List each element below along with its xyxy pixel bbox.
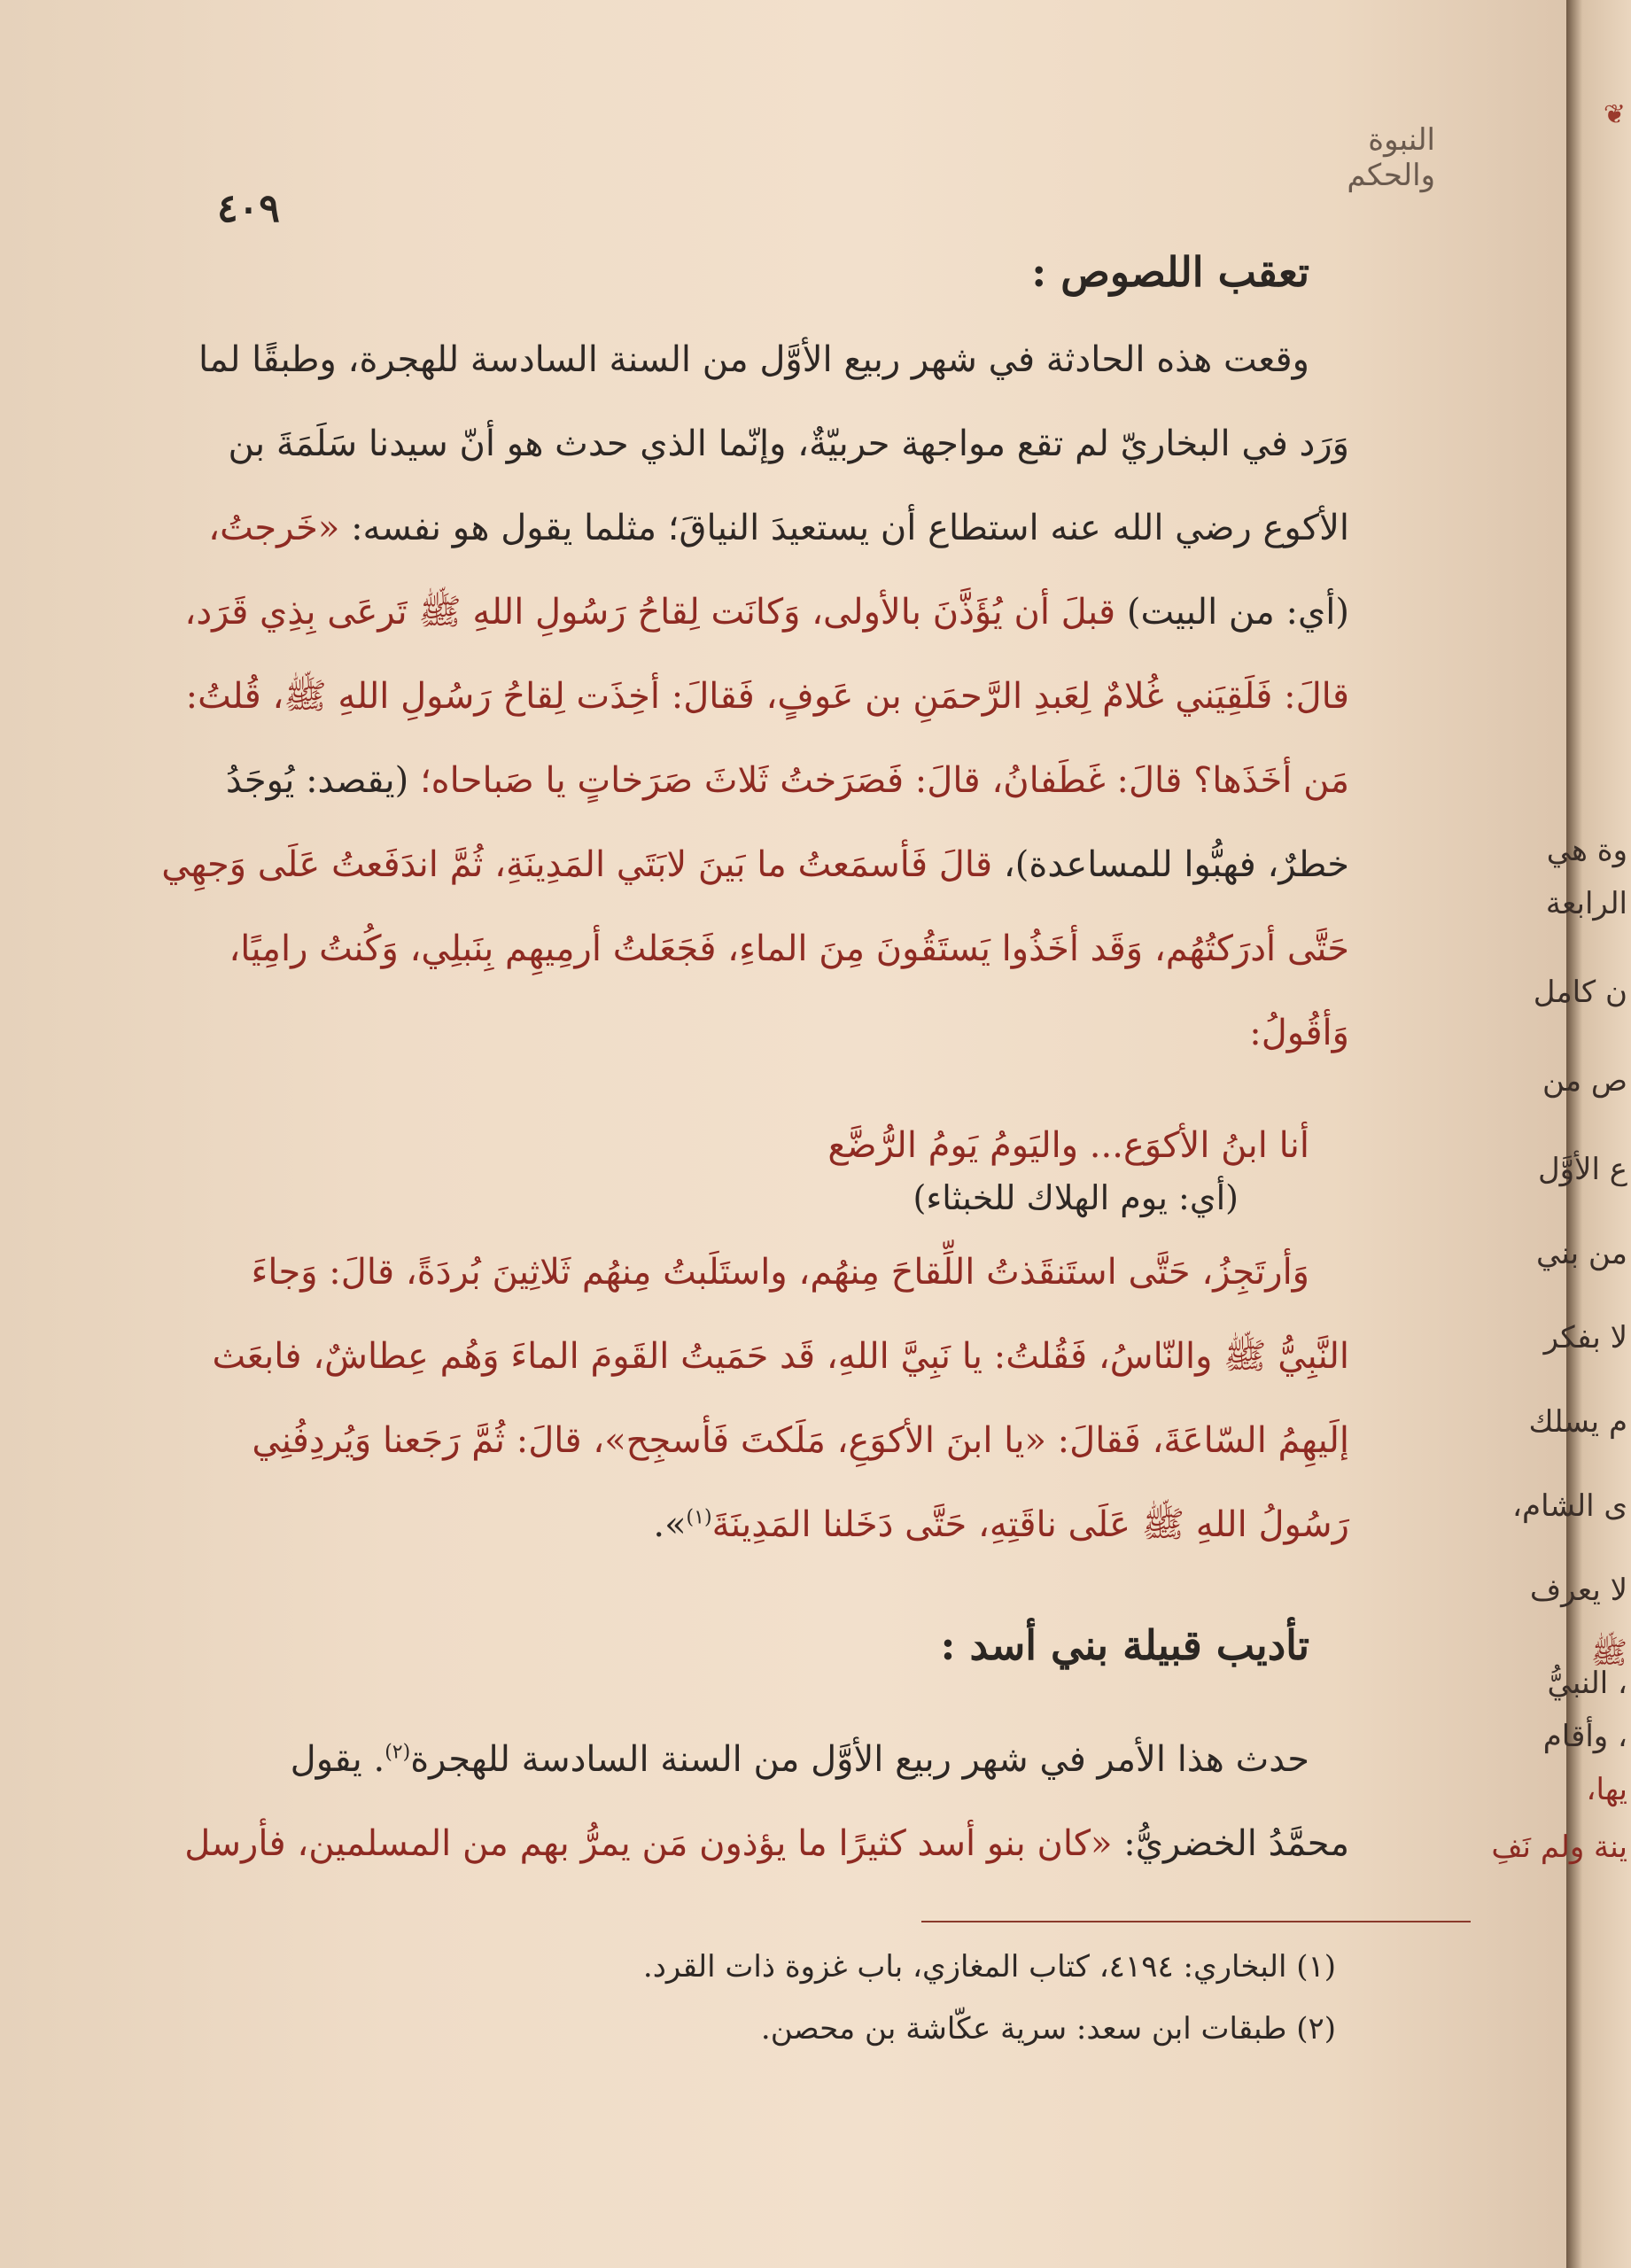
quote-span: مَن أخَذَها؟ قالَ: غَطَفانُ، قالَ: فَصَرَختُ ثَلاثَ صَرَخاتٍ يا صَباحاه؛	[419, 760, 1349, 801]
adjacent-fragment: يها،	[1586, 1772, 1627, 1807]
text-line-13	[653, 1502, 1349, 1548]
verse-gloss	[913, 1178, 1239, 1217]
adjacent-fragment: ، النبيُّ	[1547, 1666, 1627, 1701]
adjacent-fragment: لا بفكر	[1543, 1320, 1627, 1355]
footnote-text: البخاري: ٤١٩٤، كتاب المغازي، باب غزوة ذات القرد.	[642, 1949, 1287, 1984]
adjacent-fragment: وة هي	[1546, 833, 1627, 868]
footnote-rule	[921, 1921, 1471, 1922]
quote-span: حَتَّى أدرَكتُهُم، وَقَد أخَذُوا يَستَقُونَ مِنَ الماءِ، فَجَعَلتُ أرمِيهِم بِنَبلِي، وَكُنتُ رامِيًا،	[229, 928, 1349, 969]
quote-span: وَأقُولُ:	[1249, 1013, 1349, 1053]
adjacent-page-edge	[1491, 0, 1631, 2268]
adjacent-fragment: ع الأوَّل	[1537, 1152, 1627, 1187]
verse-gloss-text: (أي: يوم الهلاك للخبثاء)	[913, 1178, 1239, 1217]
quote-span: قالَ: فَلَقِيَني غُلامٌ لِعَبدِ الرَّحمَنِ بن عَوفٍ، فَقالَ: أخِذَت لِقاحُ رَسُولِ اللهِ ﷺ، قُلتُ:	[185, 676, 1349, 717]
text-span: حدث هذا الأمر في شهر ربيع الأوَّل من السنة السادسة للهجرة	[410, 1739, 1309, 1780]
footnote-ref-1: (١)	[686, 1506, 712, 1529]
verse-text: أنا ابنُ الأكوَع... واليَومُ يَومُ الرُّضَّع	[827, 1125, 1309, 1166]
adjacent-fragment: ى الشام،	[1512, 1488, 1627, 1524]
text-line-2	[229, 421, 1349, 467]
text-span: . يقول	[290, 1739, 385, 1780]
text-line-15	[184, 1821, 1349, 1867]
text-line-6	[226, 757, 1349, 804]
adjacent-fragment: ص من	[1542, 1063, 1627, 1099]
footnote-number: (١)	[1296, 1949, 1336, 1984]
adjacent-fragment: من بني	[1536, 1236, 1627, 1271]
adjacent-fragment: ، وأقام	[1542, 1719, 1627, 1754]
text-span: الأكوع رضي الله عنه استطاع أن يستعيدَ النياقَ؛ مثلما يقول هو نفسه:	[339, 508, 1349, 548]
quote-span: وَأرتَجِزُ، حَتَّى استَنقَذتُ اللِّقاحَ مِنهُم، واستَلَبتُ مِنهُم ثَلاثِينَ بُردَةً، قالَ: وَجاءَ	[251, 1252, 1309, 1293]
quote-span: إلَيهِمُ السّاعَةَ، فَقالَ: «يا ابنَ الأكوَعِ، مَلَكتَ فَأسجِح»، قالَ: ثُمَّ رَجَعنا وَيُردِفُنِي	[252, 1420, 1349, 1461]
page-number: ٤٠٩	[217, 186, 280, 231]
footnote-2	[761, 2011, 1336, 2047]
section-heading-bani-asad: تأديب قبيلة بني أسد :	[940, 1621, 1309, 1669]
text-span: خطرٌ، فهبُّوا للمساعدة)،	[992, 844, 1349, 885]
quote-span: قبلَ أن يُؤَذَّنَ بالأولى، وَكانَت لِقاحُ رَسُولِ اللهِ ﷺ تَرعَى بِذِي قَرَد،	[184, 592, 1116, 633]
text-span: (يقصد: يُوجَدُ	[225, 760, 420, 801]
footnote-number: (٢)	[1296, 2011, 1336, 2047]
text-line-14	[291, 1736, 1309, 1783]
text-line-4	[184, 589, 1349, 635]
quote-span: النَّبِيُّ ﷺ والنّاسُ، فَقُلتُ: يا نَبِيَّ اللهِ، قَد حَمَيتُ القَومَ الماءَ وَهُم عِطاشٌ، فابعَث	[212, 1336, 1349, 1377]
adjacent-fragment: ينة ولم نَفِ	[1491, 1829, 1627, 1865]
adjacent-fragment: ن كامل	[1533, 975, 1627, 1010]
running-head: النبوة والحكم	[1347, 122, 1435, 193]
footnote-1	[643, 1949, 1336, 1984]
adjacent-fragment: لا يعرف	[1529, 1573, 1627, 1608]
text-line-11	[213, 1333, 1349, 1379]
text-line-1	[198, 337, 1309, 383]
text-span: محمَّدُ الخضريُّ:	[1112, 1823, 1349, 1864]
text-line-7	[161, 842, 1349, 888]
adjacent-fragment: الرابعة	[1545, 886, 1627, 921]
verse-line	[827, 1125, 1309, 1166]
text-span: (أي: من البيت)	[1115, 592, 1349, 633]
adjacent-fragment: ﷺ	[1590, 1635, 1627, 1671]
text-line-5	[186, 673, 1349, 719]
text-span: ».	[653, 1504, 687, 1545]
footnote-text: طبقات ابن سعد: سرية عكّاشة بن محصن.	[760, 2011, 1287, 2047]
text-span: وقعت هذه الحادثة في شهر ربيع الأوَّل من السنة السادسة للهجرة، وطبقًا لما	[198, 339, 1309, 380]
quote-span: قالَ فَأسمَعتُ ما بَينَ لابَتَي المَدِينَةِ، ثُمَّ اندَفَعتُ عَلَى وَجهِي	[161, 844, 993, 885]
text-line-8	[229, 926, 1349, 972]
text-line-9	[1249, 1010, 1349, 1056]
text-span: وَرَد في البخاريّ لم تقع مواجهة حربيّةٌ، وإنّما الذي حدث هو أنّ سيدنا سَلَمَةَ بن	[228, 423, 1349, 464]
text-line-12	[252, 1418, 1349, 1464]
section-heading-thieves: تعقب اللصوص :	[1031, 248, 1309, 296]
text-line-3	[208, 505, 1349, 551]
ornament-icon: ❦	[1603, 99, 1626, 130]
quote-span: رَسُولُ اللهِ ﷺ عَلَى ناقَتِهِ، حَتَّى دَخَلنا المَدِينَةَ	[711, 1504, 1349, 1545]
text-line-10	[252, 1249, 1309, 1295]
footnote-ref-2: (٢)	[384, 1741, 411, 1764]
quote-span: «كان بنو أسد كثيرًا ما يؤذون مَن يمرُّ بهم من المسلمين، فأرسل	[184, 1823, 1113, 1864]
quote-span: «خَرجتُ،	[208, 508, 340, 548]
adjacent-fragment: م يسلك	[1528, 1404, 1627, 1440]
